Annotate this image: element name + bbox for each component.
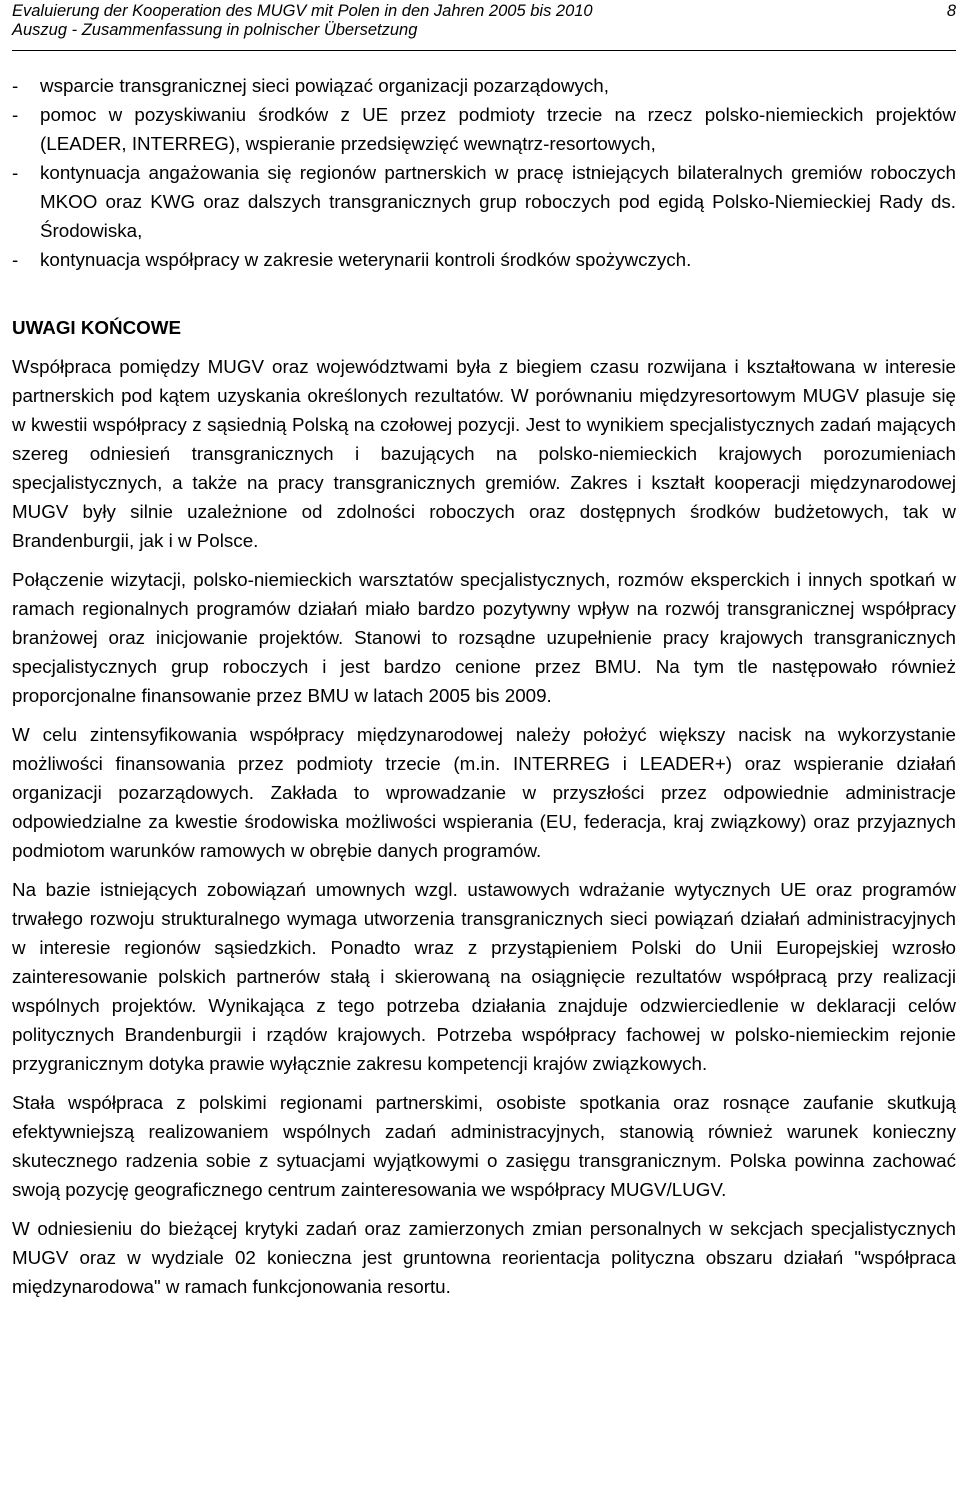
list-item-text: wsparcie transgranicznej sieci powiązać organizacji pozarządowych, <box>40 75 609 96</box>
dash-bullet: - <box>12 162 19 183</box>
document-page <box>12 0 956 1311</box>
dash-bullet: - <box>12 249 19 270</box>
page-number: 8 <box>946 2 956 20</box>
paragraph: Stała współpraca z polskimi regionami partnerskimi, osobiste spotkania oraz rosnące zaufanie skutkują efektywniejszą realizowaniem wspólnych zadań administracyjnych, stanowią również warunek konieczny skutecznego radzenia sobie z sytuacjami wyjątkowymi o zasięgu transgranicznym. Polska powinna zachować swoją pozycję geograficznego centrum zainteresowania we współpracy MUGV/LUGV. <box>12 1092 956 1200</box>
header-title: Evaluierung der Kooperation des MUGV mit Polen in den Jahren 2005 bis 2010 <box>12 2 593 20</box>
list-item <box>12 71 956 100</box>
list-item-text: kontynuacja angażowania się regionów partnerskich w pracę istniejących bilateralnych gremiów roboczych MKOO oraz KWG oraz dalszych transgranicznych grup roboczych pod egidą Polsko-Niemieckiej Rady ds. Środowiska, <box>40 162 956 241</box>
paragraph: W celu zintensyfikowania współpracy międzynarodowej należy położyć większy nacisk na wykorzystanie możliwości finansowania przez podmioty trzecie (m.in. INTERREG i LEADER+) oraz wspieranie działań organizacji pozarządowych. Zakłada to wprowadzanie w przyszłości przez odpowiednie administracje odpowiedzialne za kwestie środowiska możliwości wspierania (EU, federacja, kraj związkowy) oraz przyjaznych podmiotom warunków ramowych w obrębie danych programów. <box>12 724 956 861</box>
paragraph: Na bazie istniejących zobowiązań umownych wzgl. ustawowych wdrażanie wytycznych UE oraz programów trwałego rozwoju strukturalnego wymaga utworzenia transgranicznych sieci powiązań działań administracyjnych w interesie regionów sąsiedzkich. Ponadto wraz z przystąpieniem Polski do Unii Europejskiej wzrosło zainteresowanie polskich partnerów stałą i skierowaną na osiągnięcie rezultatów współpracą przy realizacji wspólnych projektów. Wynikająca z tego potrzeba działania znajduje odzwierciedlenie w deklaracji celów politycznych Brandenburgii i rządów krajowych. Potrzeba współpracy fachowej w polsko-niemieckim rejonie przygranicznym dotyka prawie wyłącznie zakresu kompetencji krajów związkowych. <box>12 879 956 1074</box>
list-item-text: pomoc w pozyskiwaniu środków z UE przez podmioty trzecie na rzecz polsko-niemieckich projektów (LEADER, INTERREG), wspieranie przedsięwzięć wewnątrz-resortowych, <box>40 104 956 154</box>
header-subtitle: Auszug - Zusammenfassung in polnischer Übersetzung <box>12 21 418 39</box>
paragraph: Współpraca pomiędzy MUGV oraz województwami była z biegiem czasu rozwijana i kształtowana w interesie partnerskich pod kątem uzyskania określonych rezultatów. W porównaniu międzyresortowym MUGV plasuje się w kwestii współpracy z sąsiednią Polską na czołowej pozycji. Jest to wynikiem specjalistycznych zadań mających szereg odniesień transgranicznych i bazujących na polsko-niemieckich krajowych porozumieniach specjalistycznych, a także na pracy transgranicznych gremiów. Zakres i kształt kooperacji międzynarodowej MUGV były silnie uzależnione od zdolności roboczych oraz dostępnych środków budżetowych, tak w Brandenburgii, jak i w Polsce. <box>12 356 956 551</box>
page-header <box>12 0 956 51</box>
paragraph: W odniesieniu do bieżącej krytyki zadań oraz zamierzonych zmian personalnych w sekcjach specjalistycznych MUGV oraz w wydziale 02 konieczna jest gruntowna reorientacja polityczna obszaru działań "współpraca międzynarodowa" w ramach funkcjonowania resortu. <box>12 1218 956 1297</box>
dash-bullet: - <box>12 75 19 96</box>
list-item-text: kontynuacja współpracy w zakresie weterynarii kontroli środków spożywczych. <box>40 249 692 270</box>
page-content <box>12 71 956 1301</box>
list-item <box>12 100 956 158</box>
bullet-list <box>12 71 956 274</box>
list-item <box>12 245 956 274</box>
dash-bullet: - <box>12 104 19 125</box>
section-heading: UWAGI KOŃCOWE <box>12 317 182 338</box>
paragraph: Połączenie wizytacji, polsko-niemieckich warsztatów specjalistycznych, rozmów eksperckich i innych spotkań w ramach regionalnych programów działań miało bardzo pozytywny wpływ na rozwój transgranicznej współpracy branżowej oraz inicjowanie projektów. Stanowi to rozsądne uzupełnienie pracy krajowych transgranicznych specjalistycznych grup roboczych i jest bardzo cenione przez BMU. Na tym tle następowało również proporcjonalne finansowanie przez BMU w latach 2005 bis 2009. <box>12 569 956 706</box>
list-item <box>12 158 956 245</box>
